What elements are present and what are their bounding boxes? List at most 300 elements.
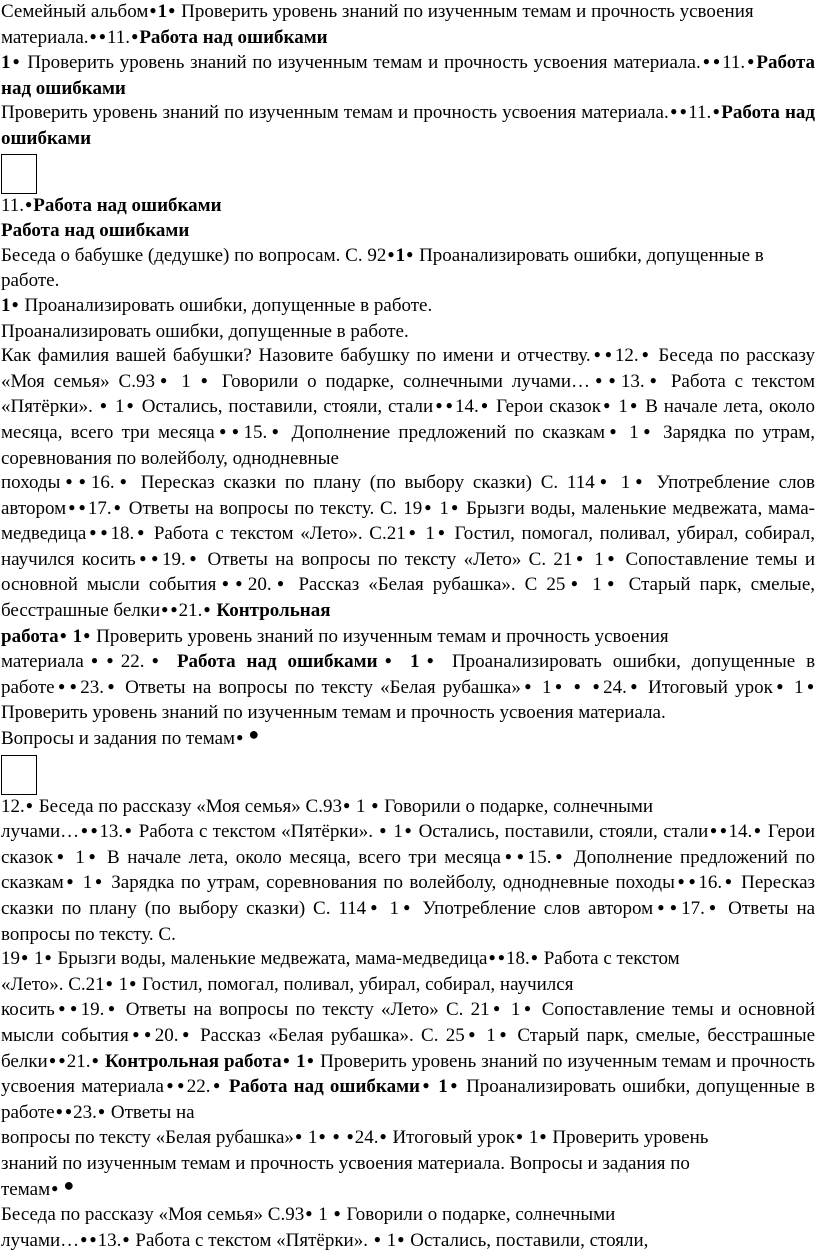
bullet-icon: ● (125, 398, 135, 413)
bullet-icon: ● (406, 246, 414, 261)
bullet-icon: ● (669, 104, 678, 119)
paragraph-22 (0, 1229, 816, 1255)
bullet-icon: ● (400, 900, 414, 914)
text: Ответы на вопросы по тексту «Лето» С. 21 (118, 999, 490, 1021)
bullet-icon: ● (367, 900, 381, 914)
bullet-icon: ● (639, 347, 651, 362)
text: 1 (109, 396, 125, 418)
text: 1 (524, 1127, 539, 1149)
text: 18. (110, 523, 135, 545)
bullet-icon: ● (719, 823, 728, 838)
text: Проверить уровень знаний по изученным темам и прочность усвоения материала. (1, 1, 754, 48)
bullet-icon: ● (387, 246, 395, 261)
bullet-icon: ● (712, 54, 722, 69)
text: Гостил, помогал, поливал, убирал, собирал, научился (137, 973, 574, 995)
paragraph-17 (0, 998, 816, 1126)
bullet-icon: ● (654, 900, 668, 914)
text: Брызги воды, маленькие медвежата, мама-медведица (1, 497, 815, 545)
bullet-icon: ● (58, 1052, 66, 1067)
paragraph-1 (0, 0, 816, 51)
text: Пересказ сказки по плану (по выбору сказки) С. 114 (131, 472, 595, 494)
text: 1 (418, 523, 435, 545)
bullet-icon: ● (186, 550, 200, 565)
bullet-icon: ● (55, 1001, 68, 1016)
bullet-icon: ● (379, 823, 388, 838)
text: Остались, поставили, стояли, стали (413, 821, 709, 843)
bullet-icon: ● (753, 823, 762, 838)
paragraph-6 (0, 244, 816, 294)
text: 1 (313, 1204, 333, 1226)
text: Беседа о бабушке (дедушке) по вопросам. С. 92 (1, 244, 387, 266)
bullet-icon: ● (628, 398, 639, 413)
text: Ответы на вопросы по тексту «Белая рубашка» (118, 676, 521, 698)
text: Сопоставление темы и основной мысли события (1, 999, 816, 1046)
bullet-icon: ● (709, 823, 718, 838)
bullet-icon: ● (268, 423, 283, 438)
bullet-icon: ● (69, 678, 80, 693)
text: Как фамилия вашей бабушки? Назовите бабушку по имени и отчеству. (1, 345, 591, 367)
text: Проанализировать ошибки, допущенные в работе (1, 651, 816, 698)
bullet-icon: ● (591, 372, 607, 387)
text: Ответы на вопросы по тексту «Лето» С. 21 (200, 548, 573, 570)
bullet-icon: ● (164, 1078, 176, 1093)
text: Старый парк, смелые, бесстрашные белки (1, 574, 816, 622)
bullet-icon: ● (773, 678, 786, 693)
paragraph-14 (0, 820, 816, 947)
bullet-icon: ● (78, 474, 90, 489)
bullet-icon: ● (55, 1103, 63, 1118)
bullet-icon: ● (688, 874, 698, 889)
text: 1 (1, 294, 11, 316)
bullet-icon: ● (701, 54, 711, 69)
text: 1 (612, 396, 628, 418)
text: 18. (505, 948, 530, 970)
text: 1 (172, 370, 200, 392)
bullet-icon: ● (235, 576, 247, 591)
bullet-icon: ● (83, 627, 91, 642)
text: Говорили о подарке, солнечными (379, 795, 654, 817)
bullet-icon: ● (149, 3, 157, 17)
text: 20. (154, 1024, 179, 1046)
text: 1 (534, 676, 552, 698)
bullet-icon: ● (746, 54, 756, 69)
bullet-icon: ● (604, 550, 618, 565)
text: 16. (698, 872, 723, 894)
bullet-icon: ● (63, 1174, 75, 1195)
text: Старый парк, смелые, бесстрашные белки (1, 1024, 816, 1072)
text: 12. (614, 345, 639, 367)
heading-text: работа (1, 625, 59, 647)
paragraph-19 (0, 1152, 816, 1177)
bullet-icon: ● (135, 525, 147, 540)
text: Остались, поставили, стояли, стали (135, 396, 434, 418)
bullet-icon: ● (516, 848, 527, 863)
text: 17. (681, 898, 705, 919)
bullet-icon: ● (342, 797, 351, 812)
bullet-icon: ● (602, 398, 612, 413)
heading-text: Работа над ошибками (1, 52, 816, 99)
bullet-icon: ● (282, 1052, 291, 1067)
bullet-icon: ● (496, 1026, 510, 1041)
bullet-icon: ● (64, 874, 76, 889)
text: Вопросы и задания по темам (1, 728, 236, 750)
text: 13. (97, 1229, 122, 1251)
paragraph-18 (0, 1126, 816, 1152)
bullet-icon: ● (591, 347, 603, 362)
text: Гостил, помогал, поливал, убирал, собирал, научился косить (1, 523, 815, 570)
text: 11. (107, 26, 131, 48)
bullet-icon: ● (48, 1052, 57, 1067)
paragraph-10 (0, 471, 816, 625)
bullet-icon: ● (712, 104, 721, 119)
bullet-icon: ● (200, 372, 212, 387)
bullet-icon: ● (573, 678, 584, 693)
text: 12. (1, 795, 25, 817)
text: 15. (527, 846, 552, 868)
bullet-icon: ● (115, 474, 131, 489)
text: Проверить уровень знаний по изученным темам и прочность усвоения материала. (1, 102, 669, 124)
text: Остались, поставили, стояли, (405, 1229, 649, 1251)
bullet-icon: ● (112, 499, 122, 514)
text: Герои сказок (490, 396, 602, 418)
bullet-icon: ● (179, 1026, 192, 1041)
text: Работа с текстом «Пятёрки». (130, 1229, 373, 1251)
bullet-icon: ● (294, 1129, 303, 1144)
text: Проверить уровень знаний по изученным темам и прочность усвоения материала. (1, 702, 666, 724)
bullet-icon: ● (129, 1026, 143, 1041)
bullet-icon: ● (211, 1078, 222, 1093)
text: 1 (1, 52, 11, 74)
text: Зарядка по утрам, соревнования по волейболу, однодневные (1, 421, 816, 469)
text: Проанализировать ошибки, допущенные в работе. (19, 294, 433, 316)
text: Употребление слов автором (414, 898, 654, 919)
text: вопросы по тексту «Белая рубашка» (1, 1127, 294, 1149)
text: Пересказ сказки по плану (по выбору сказки) С. 114 (1, 872, 816, 919)
heading-text: Контрольная работа (100, 1050, 282, 1072)
heading-text: Работа над ошибками (222, 1076, 420, 1098)
text: 1 (432, 1076, 448, 1098)
bullet-icon: ● (675, 874, 687, 889)
text: 19. (80, 999, 105, 1021)
bullet-icon: ● (420, 653, 441, 668)
bullet-icon: ● (105, 678, 118, 693)
text: 1 (113, 973, 129, 995)
bullet-icon: ● (105, 975, 113, 990)
bullet-icon: ● (608, 372, 620, 387)
bullet-icon: ● (248, 724, 260, 745)
bullet-icon: ● (530, 950, 538, 965)
bullet-icon: ● (332, 1129, 340, 1144)
bullet-icon: ● (371, 797, 379, 812)
bullet-icon: ● (521, 678, 534, 693)
bullet-icon: ● (151, 550, 161, 565)
bullet-icon: ● (217, 576, 234, 591)
bullet-icon: ● (592, 678, 603, 693)
text: 1 (586, 548, 604, 570)
text: Брызги воды, маленькие медвежата, мама-медведица (52, 948, 488, 970)
paragraph-5 (0, 219, 816, 244)
bullet-icon: ● (552, 678, 565, 693)
text: 11. (688, 102, 712, 124)
text: 1 (388, 821, 403, 843)
text: Работа с текстом (538, 948, 680, 970)
text: 1 (67, 625, 83, 647)
bullet-icon: ● (236, 730, 244, 745)
bullet-icon: ● (67, 499, 77, 514)
bullet-icon: ● (397, 1231, 405, 1246)
text: 24. (603, 676, 627, 698)
text: 19. (161, 548, 186, 570)
text: 1 (29, 948, 44, 970)
bullet-icon: ● (93, 874, 104, 889)
bullet-icon: ● (639, 423, 654, 438)
bullet-icon: ● (515, 1129, 524, 1144)
bullet-icon: ● (80, 823, 89, 838)
text: Зарядка по утрам, соревнования по волейболу, однодневные походы (104, 872, 675, 894)
text: 1 (303, 1127, 318, 1149)
text: Проверить уровень знаний по изученным темам и прочность усвоения материала (1, 1050, 815, 1098)
bullet-icon: ● (44, 950, 52, 965)
bullet-icon: ● (80, 1231, 88, 1246)
bullet-icon: ● (435, 525, 447, 540)
bullet-icon: ● (105, 1001, 118, 1016)
bullet-icon: ● (97, 1103, 106, 1118)
bullet-icon: ● (434, 398, 444, 413)
text: 22. (186, 1076, 211, 1098)
bullet-icon: ● (448, 1078, 459, 1093)
text: Ответы на вопросы по тексту. С. (1, 898, 816, 945)
bullet-icon: ● (100, 525, 110, 540)
bullet-icon: ● (161, 602, 169, 617)
text: Итоговый урок (640, 676, 773, 698)
bullet-icon: ● (53, 848, 67, 863)
paragraph-8 (0, 320, 816, 345)
bullet-icon: ● (705, 900, 720, 914)
text: 1 (583, 574, 602, 596)
bullet-icon: ● (573, 550, 586, 565)
text: 15. (243, 421, 268, 443)
image-placeholder (1, 154, 37, 194)
bullet-icon: ● (373, 1231, 381, 1246)
text: В начале лета, около месяца, всего три месяца (99, 846, 501, 868)
text: Работа с текстом «Лето». С.21 (147, 523, 406, 545)
bullet-icon: ● (723, 874, 734, 889)
bullet-icon: ● (333, 1206, 341, 1221)
bullet-icon: ● (215, 423, 230, 438)
text: В начале лета, около месяца, всего три месяца (1, 396, 815, 443)
text: Работа с текстом «Пятёрки». (133, 821, 379, 843)
text: Дополнение предложений по сказкам (283, 421, 605, 443)
text: Проверить уровень (547, 1127, 709, 1149)
text: Говорили о подарке, солнечными лучами… (212, 370, 590, 392)
text: 11. (1, 194, 25, 216)
bullet-icon: ● (318, 1129, 326, 1144)
bullet-icon: ● (679, 104, 688, 119)
bullet-icon: ● (497, 950, 505, 965)
bullet-icon: ● (78, 499, 87, 514)
text: 20. (247, 574, 272, 596)
text: Итоговый урок (387, 1127, 515, 1149)
bullet-icon: ● (306, 1052, 315, 1067)
text: 1 (351, 795, 371, 817)
bullet-icon: ● (168, 3, 176, 17)
text: 16. (90, 472, 115, 494)
bullet-icon: ● (69, 1001, 80, 1016)
text: 1 (291, 1050, 306, 1072)
bullet-icon: ● (203, 602, 211, 617)
text: материала (1, 651, 84, 673)
heading-text: Работа над ошибками (33, 194, 222, 216)
bullet-icon: ● (378, 653, 399, 668)
bullet-icon: ● (552, 848, 566, 863)
bullet-icon: ● (804, 678, 815, 693)
bullet-icon: ● (25, 196, 33, 211)
bullet-icon: ● (89, 28, 97, 43)
bullet-icon: ● (539, 1129, 547, 1144)
bullet-icon: ● (21, 950, 29, 965)
bullet-icon: ● (631, 474, 647, 489)
text: 14. (455, 396, 479, 418)
text: 1 (381, 898, 399, 919)
bullet-icon: ● (124, 823, 133, 838)
text: 1 (381, 1229, 397, 1251)
text: лучами… (1, 821, 80, 843)
text: 13. (99, 821, 124, 843)
text: косить (1, 999, 55, 1021)
bullet-icon: ● (84, 653, 105, 668)
bullet-icon: ● (170, 602, 178, 617)
paragraph-15 (0, 947, 816, 973)
text: 21. (178, 600, 203, 622)
bullet-icon: ● (64, 1103, 73, 1118)
bullet-icon: ● (420, 1078, 432, 1093)
bullet-icon: ● (627, 678, 640, 693)
bullet-icon: ● (669, 900, 681, 914)
bullet-icon: ● (131, 28, 139, 43)
bullet-icon: ● (595, 474, 612, 489)
bullet-icon: ● (145, 653, 166, 668)
bullet-icon: ● (465, 1026, 479, 1041)
bullet-icon: ● (25, 797, 33, 812)
bullet-icon: ● (403, 823, 413, 838)
text: 1 (433, 497, 449, 519)
bullet-icon: ● (59, 627, 67, 642)
bullet-icon: ● (177, 1078, 186, 1093)
bullet-icon: ● (521, 1001, 534, 1016)
bullet-icon: ● (91, 1052, 100, 1067)
paragraph-20 (0, 1174, 816, 1204)
bullet-icon: ● (406, 525, 418, 540)
bullet-icon: ● (231, 423, 243, 438)
text: 17. (87, 497, 112, 519)
paragraph-13 (0, 795, 816, 821)
bullet-icon: ● (98, 28, 107, 43)
bullet-icon: ● (602, 576, 619, 591)
bullet-icon: ● (479, 398, 490, 413)
bullet-icon: ● (449, 499, 460, 514)
text: 24. (354, 1127, 379, 1149)
heading-text: Работа над ошибками (1, 102, 816, 149)
paragraph-12 (0, 650, 816, 752)
text: Беседа по рассказу «Моя семья» С.93 (1, 1204, 305, 1226)
text: 23. (73, 1101, 97, 1123)
bullet-icon: ● (136, 550, 150, 565)
bullet-icon: ● (346, 1129, 354, 1144)
text: Проверить уровень знаний по изученным темам и прочность усвоения (91, 625, 669, 647)
bullet-icon: ● (305, 1206, 313, 1221)
text: Говорили о подарке, солнечными (341, 1204, 616, 1226)
text: знаний по изученным темам и прочность усвоения материала. Вопросы и задания по (1, 1152, 690, 1174)
text: 1 (395, 244, 406, 266)
text: лучами… (1, 1229, 80, 1251)
text: 13. (620, 370, 645, 392)
text: Беседа по рассказу «Моя семья» С.93 (34, 795, 342, 817)
text: Ответы на вопросы по тексту. С. 19 (122, 497, 423, 519)
paragraph-3 (0, 101, 816, 151)
text: 1 (76, 872, 93, 894)
text: 1 (786, 676, 804, 698)
bullet-icon: ● (423, 499, 433, 514)
text: Герои сказок (1, 821, 816, 868)
paragraph-9 (0, 344, 816, 471)
bullet-icon: ● (445, 398, 455, 413)
bullet-icon: ● (99, 398, 109, 413)
text: Рассказ «Белая рубашка». С 25 (289, 574, 566, 596)
text: Беседа по рассказу «Моя семья» С.93 (1, 345, 815, 392)
bullet-icon: ● (90, 823, 99, 838)
bullet-icon: ● (144, 1026, 154, 1041)
text: Рассказ «Белая рубашка». С. 25 (192, 1024, 465, 1046)
text: Работа с текстом «Пятёрки». (1, 370, 816, 418)
text: Сопоставление темы и основной мысли события (1, 548, 816, 596)
bullet-icon: ● (272, 576, 289, 591)
text: Дополнение предложений по сказкам (1, 846, 816, 894)
text: темам (1, 1178, 51, 1200)
text: 11. (722, 52, 746, 74)
paragraph-4 (0, 194, 816, 220)
heading-text: Работа над ошибками (166, 651, 378, 673)
heading-text: Контрольная (211, 600, 331, 622)
bullet-icon: ● (55, 678, 68, 693)
bullet-icon: ● (61, 474, 77, 489)
paragraph-16 (0, 973, 816, 999)
text: Проверить уровень знаний по изученным темам и прочность усвоения материала. (21, 52, 701, 74)
text: 1 (479, 1024, 496, 1046)
bullet-icon: ● (488, 950, 496, 965)
bullet-icon: ● (11, 296, 19, 311)
bullet-icon: ● (122, 1231, 130, 1246)
bullet-icon: ● (87, 525, 99, 540)
text: Семейный альбом (1, 1, 149, 22)
text: 23. (80, 676, 104, 698)
text: 14. (728, 821, 753, 843)
paragraph-2 (0, 51, 816, 101)
bullet-icon: ● (605, 423, 621, 438)
bullet-icon: ● (155, 372, 172, 387)
bullet-icon: ● (604, 347, 614, 362)
text: 19 (1, 948, 20, 970)
bullet-icon: ● (89, 1231, 97, 1246)
text: 1 (621, 421, 639, 443)
paragraph-7 (0, 294, 816, 320)
text: 1 (399, 651, 420, 673)
paragraph-11 (0, 625, 816, 651)
bullet-icon: ● (11, 54, 21, 69)
bullet-icon: ● (501, 848, 515, 863)
bullet-icon: ● (379, 1129, 387, 1144)
text: «Лето». С.21 (1, 973, 105, 995)
text: Проанализировать ошибки, допущенные в работе. (1, 320, 409, 342)
